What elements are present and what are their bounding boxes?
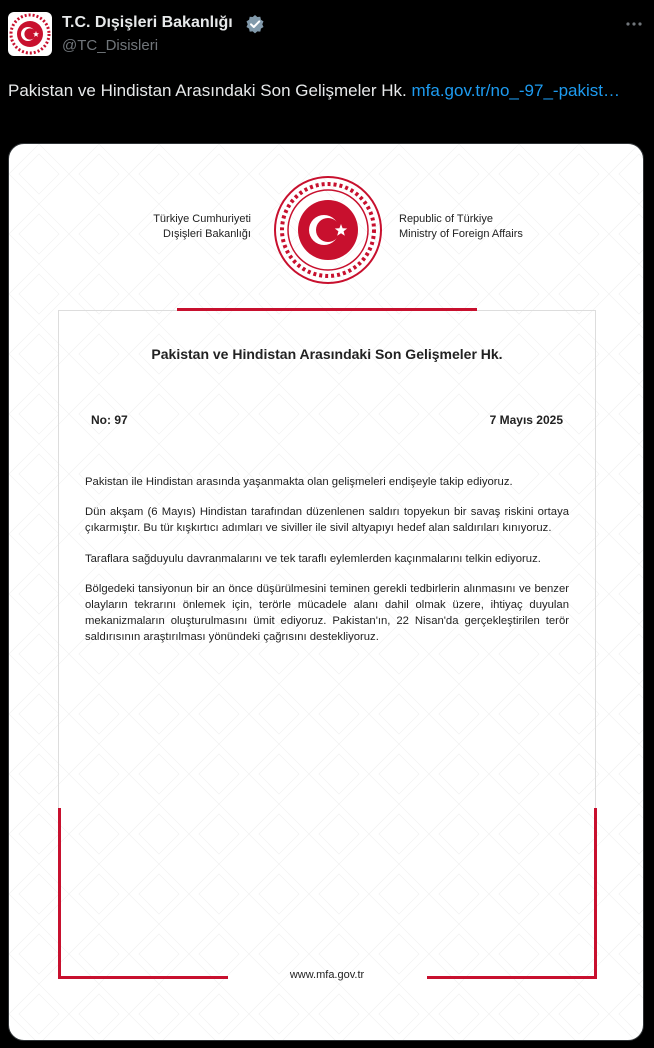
frame-accent-left: [58, 808, 61, 978]
document-paragraph: Bölgedeki tansiyonun bir an önce düşürülmesini teminen gerekli tedbirlerin alınmasını ve benzer olayların tekrarını önlemek için, terörle mücadele alanı dahil olmak üzere, ihtiyaç duyulan mekanizmaların oluşturulmasını ümit ediyoruz. Pakistan'ın, 22 Nisan'da gerçekleştirilen terör saldırısının araştırılması yönündeki çağrısını destekliyoruz.: [85, 582, 569, 644]
frame-accent-bottom-left: [58, 976, 228, 979]
document-website: www.mfa.gov.tr: [289, 969, 365, 981]
ministry-name-tr: [139, 212, 251, 242]
avatar[interactable]: [8, 12, 52, 56]
verified-badge-icon: [245, 14, 265, 34]
account-handle[interactable]: @TC_Disisleri: [62, 37, 159, 54]
more-horizontal-icon[interactable]: [622, 12, 646, 36]
tweet-media-image[interactable]: [8, 143, 644, 1041]
tweet-header: [0, 0, 654, 68]
document-title: Pakistan ve Hindistan Arasındaki Son Gelişmeler Hk.: [151, 346, 503, 362]
document-body: [85, 474, 569, 660]
tweet-text: [8, 78, 648, 103]
frame-border: [595, 310, 596, 808]
frame-accent-top: [177, 308, 477, 311]
ministry-name-en: [399, 212, 549, 242]
ministry-en-line1: Republic of Türkiye: [399, 213, 493, 225]
account-name[interactable]: T.C. Dışişleri Bakanlığı: [62, 14, 233, 31]
ministry-seal-logo: [273, 175, 383, 285]
document-paragraph: Dün akşam (6 Mayıs) Hindistan tarafından düzenlenen saldırı topyekun bir savaş riskini ortaya çıkarmıştır. Bu tür kışkırtıcı adımları ve siviller ile sivil altyapıyı hedef alan saldırıları kınıyoruz.: [85, 506, 569, 535]
frame-border: [58, 310, 59, 808]
ministry-tr-line1: Türkiye Cumhuriyeti: [153, 213, 251, 225]
frame-accent-right: [594, 808, 597, 978]
ministry-tr-line2: Dışişleri Bakanlığı: [162, 228, 251, 240]
document-number: No: 97: [91, 413, 128, 427]
document-paragraph: Pakistan ile Hindistan arasında yaşanmakta olan gelişmeleri endişeyle takip ediyoruz.: [85, 476, 513, 488]
tweet-link[interactable]: mfa.gov.tr/no_-97_-pakist…: [411, 81, 620, 100]
frame-accent-bottom-right: [427, 976, 597, 979]
document-date: 7 Mayıs 2025: [489, 413, 563, 427]
tweet-body: Pakistan ve Hindistan Arasındaki Son Gelişmeler Hk.: [8, 81, 407, 100]
document-paragraph: Taraflara sağduyulu davranmalarını ve tek taraflı eylemlerden kaçınmalarını telkin ediyoruz.: [85, 552, 541, 565]
ministry-en-line2: Ministry of Foreign Affairs: [399, 228, 523, 240]
